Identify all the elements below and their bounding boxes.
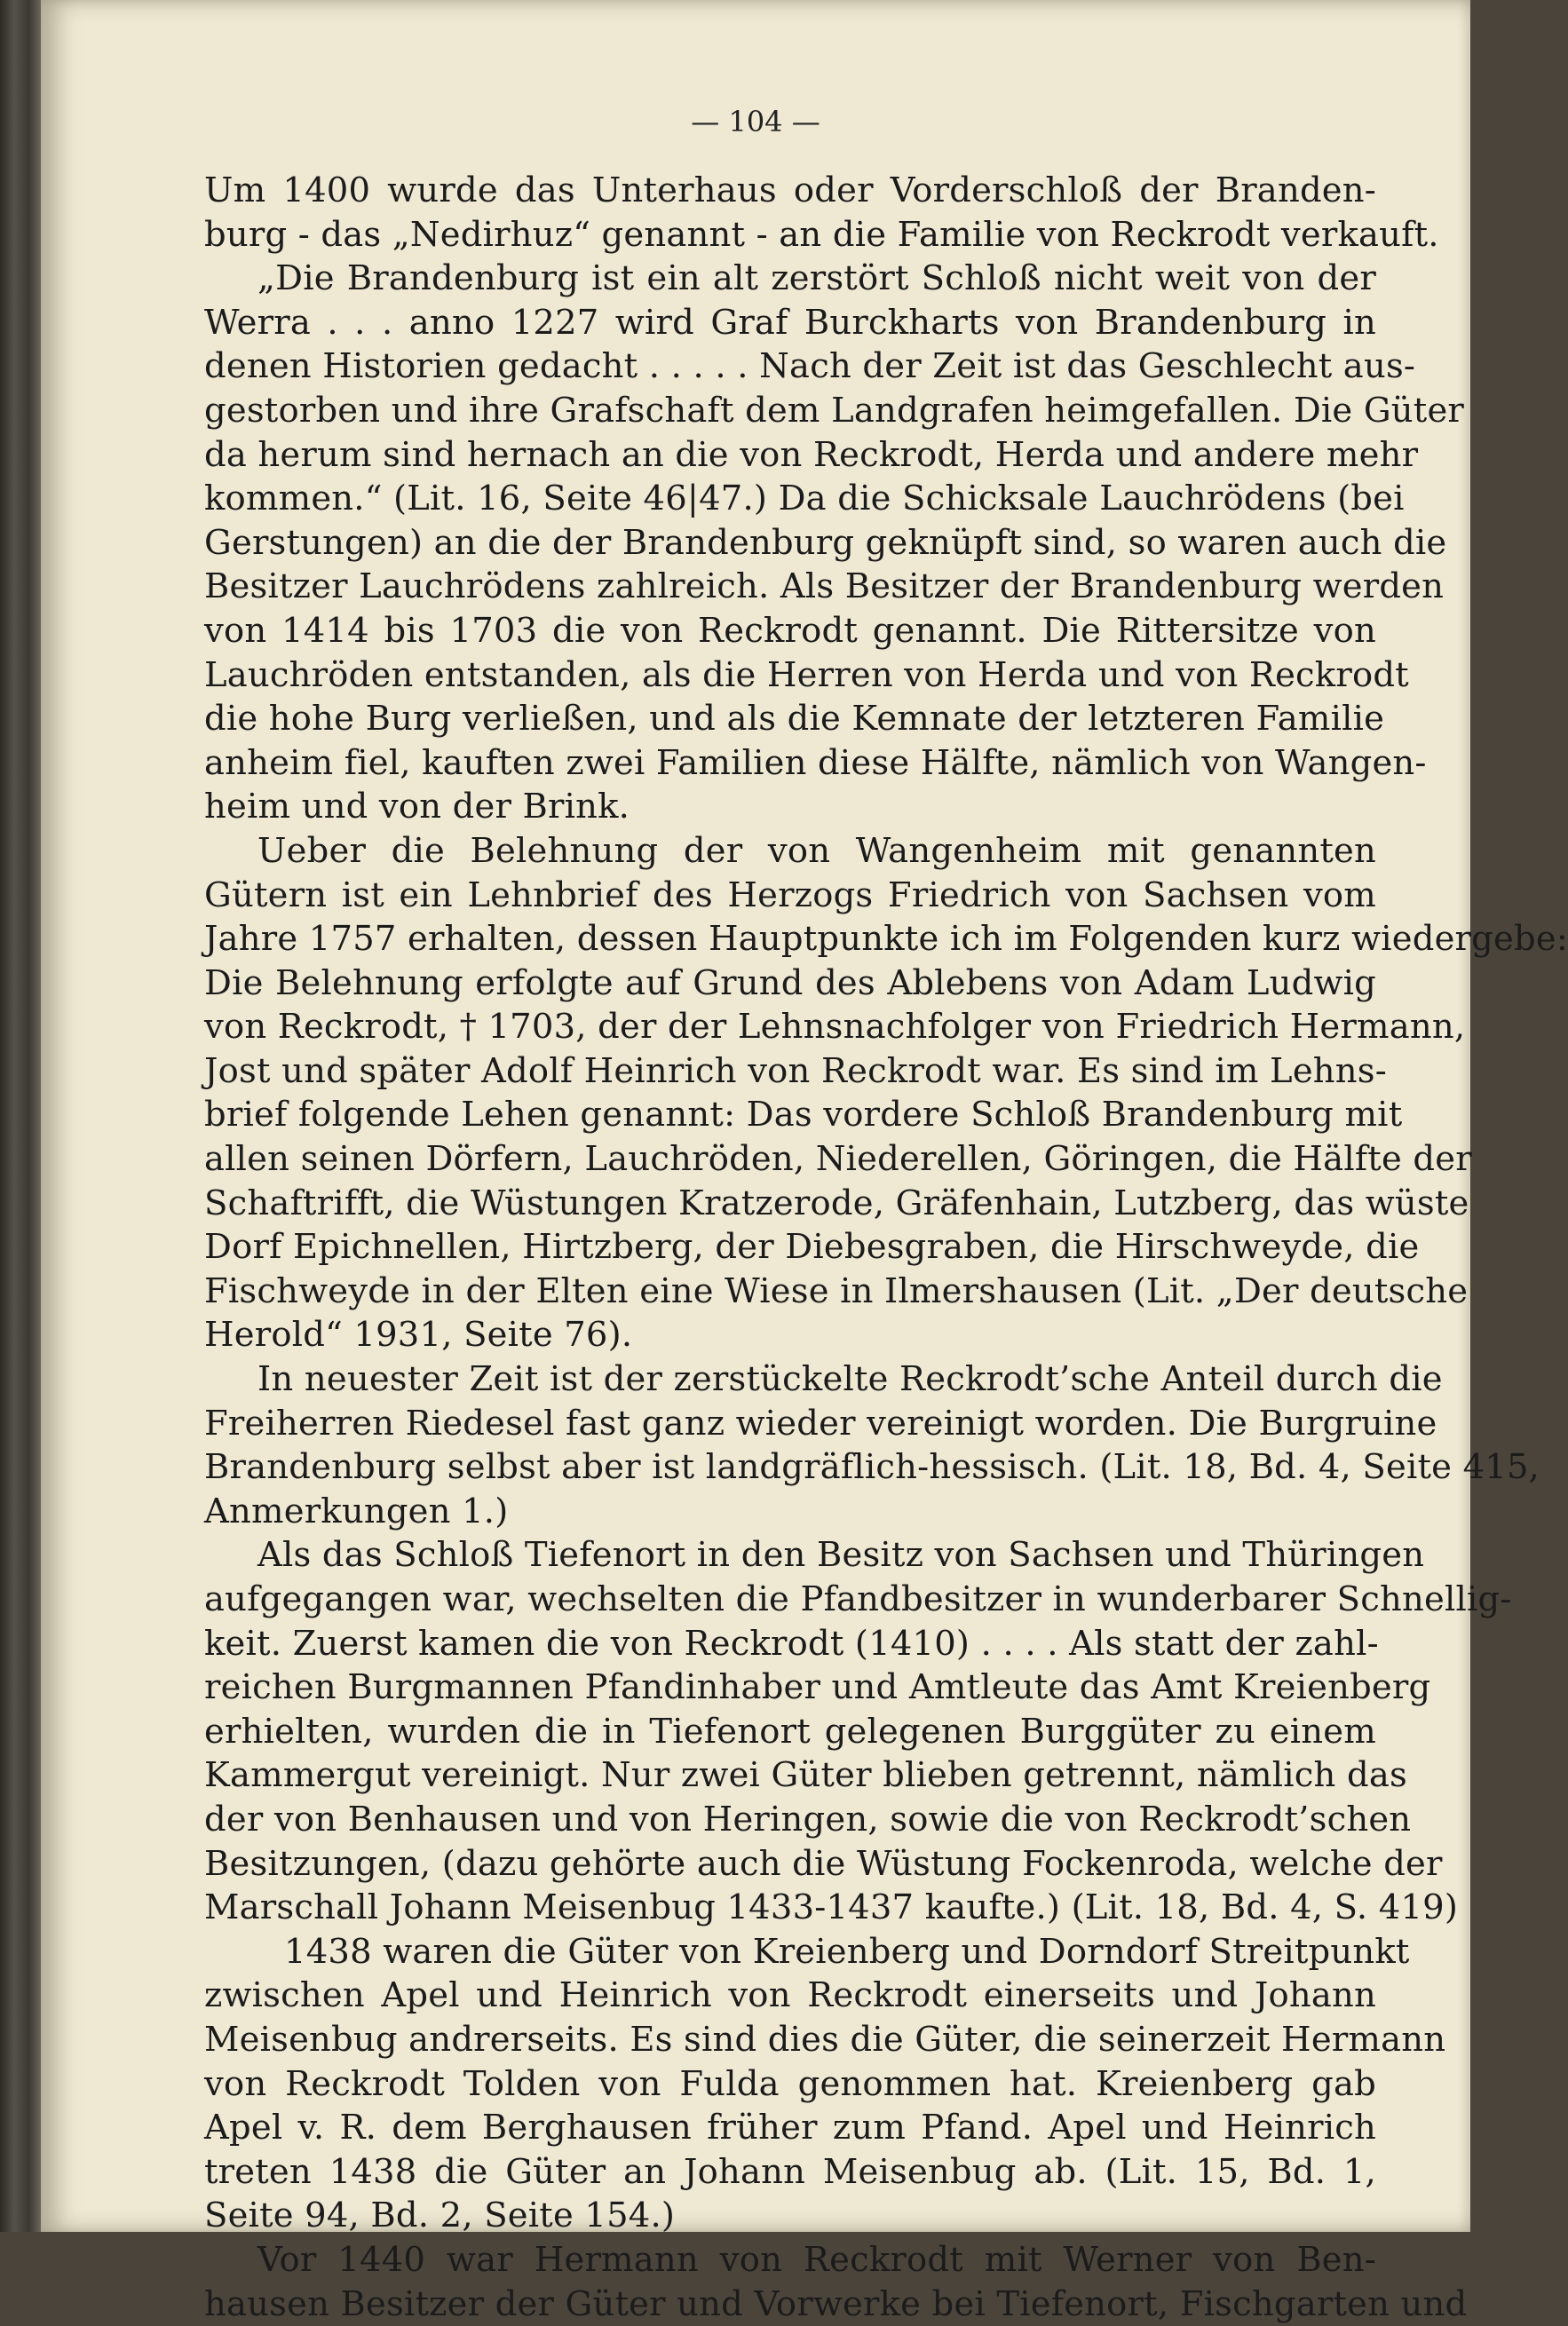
text-line: denen Historien gedacht . . . . . Nach der Zeit ist das Geschlecht aus- — [204, 344, 1376, 389]
page-number: — 104 — — [41, 105, 1470, 138]
text-line: reichen Burgmannen Pfandinhaber und Amtleute das Amt Kreienberg — [204, 1665, 1376, 1710]
text-line: die hohe Burg verließen, und als die Kemnate der letzteren Familie — [204, 697, 1376, 741]
text-line: burg - das „Nedirhuz“ genannt - an die Familie von Reckrodt verkauft. — [204, 213, 1376, 257]
text-line: da herum sind hernach an die von Reckrodt, Herda und andere mehr — [204, 433, 1376, 478]
text-line: Fischweyde in der Elten eine Wiese in Ilmershausen (Lit. „Der deutsche — [204, 1270, 1376, 1314]
text-line: treten 1438 die Güter an Johann Meisenbug ab. (Lit. 15, Bd. 1, — [204, 2150, 1376, 2195]
text-line: „Die Brandenburg ist ein alt zerstört Schloß nicht weit von der — [204, 257, 1376, 301]
text-line: Herold“ 1931, Seite 76). — [204, 1313, 1376, 1357]
text-line: Lauchröden entstanden, als die Herren von Herda und von Reckrodt — [204, 653, 1376, 698]
text-line: Brandenburg selbst aber ist landgräflich-hessisch. (Lit. 18, Bd. 4, Seite 415, — [204, 1445, 1376, 1490]
book-spine-shadow — [0, 0, 41, 2232]
text-line: von 1414 bis 1703 die von Reckrodt genannt. Die Rittersitze von — [204, 609, 1376, 653]
text-line: Besitzungen, (dazu gehörte auch die Wüstung Fockenroda, welche der — [204, 1842, 1376, 1887]
text-line: der von Benhausen und von Heringen, sowie die von Reckrodt’schen — [204, 1798, 1376, 1842]
text-line: zwischen Apel und Heinrich von Reckrodt einerseits und Johann — [204, 1974, 1376, 2018]
text-line: Kammergut vereinigt. Nur zwei Güter blieben getrennt, nämlich das — [204, 1753, 1376, 1798]
text-line: In neuester Zeit ist der zerstückelte Reckrodt’sche Anteil durch die — [204, 1357, 1376, 1402]
text-line: keit. Zuerst kamen die von Reckrodt (1410) . . . . Als statt der zahl- — [204, 1622, 1376, 1666]
book-page — [41, 0, 1470, 2232]
text-line: heim und von der Brink. — [204, 785, 1376, 829]
text-line: Um 1400 wurde das Unterhaus oder Vorderschloß der Branden- — [204, 169, 1376, 213]
text-line: 1438 waren die Güter von Kreienberg und Dorndorf Streitpunkt — [204, 1930, 1376, 1974]
text-line: gestorben und ihre Grafschaft dem Landgrafen heimgefallen. Die Güter — [204, 389, 1376, 433]
text-line: Freiherren Riedesel fast ganz wieder vereinigt worden. Die Burgruine — [204, 1402, 1376, 1446]
text-line: Gerstungen) an die der Brandenburg geknüpft sind, so waren auch die — [204, 521, 1376, 566]
text-line: Dorf Epichnellen, Hirtzberg, der Diebesgraben, die Hirschweyde, die — [204, 1225, 1376, 1270]
text-line: Ueber die Belehnung der von Wangenheim mit genannten — [204, 829, 1376, 874]
text-line: brief folgende Lehen genannt: Das vordere Schloß Brandenburg mit — [204, 1093, 1376, 1137]
text-line: Vor 1440 war Hermann von Reckrodt mit Werner von Ben- — [204, 2238, 1376, 2282]
text-line: Schaftrifft, die Wüstungen Kratzerode, Gräfenhain, Lutzberg, das wüste — [204, 1182, 1376, 1226]
text-line: Gütern ist ein Lehnbrief des Herzogs Friedrich von Sachsen vom — [204, 874, 1376, 918]
text-line: kommen.“ (Lit. 16, Seite 46|47.) Da die Schicksale Lauchrödens (bei — [204, 477, 1376, 521]
text-line: erhielten, wurden die in Tiefenort gelegenen Burggüter zu einem — [204, 1710, 1376, 1754]
text-line: Die Belehnung erfolgte auf Grund des Ablebens von Adam Ludwig — [204, 961, 1376, 1006]
text-line: Jost und später Adolf Heinrich von Reckrodt war. Es sind im Lehns- — [204, 1049, 1376, 1094]
text-line: Jahre 1757 erhalten, dessen Hauptpunkte ich im Folgenden kurz wiedergebe: — [204, 917, 1376, 961]
text-line: von Reckrodt Tolden von Fulda genommen hat. Kreienberg gab — [204, 2062, 1376, 2107]
text-line: von Reckrodt, † 1703, der der Lehnsnachfolger von Friedrich Hermann, — [204, 1005, 1376, 1049]
text-line: Marschall Johann Meisenbug 1433-1437 kaufte.) (Lit. 18, Bd. 4, S. 419) — [204, 1886, 1376, 1930]
body-text — [204, 169, 1376, 2326]
text-line: Meisenbug andrerseits. Es sind dies die Güter, die seinerzeit Hermann — [204, 2018, 1376, 2062]
text-line: Anmerkungen 1.) — [204, 1490, 1376, 1534]
text-line: aufgegangen war, wechselten die Pfandbesitzer in wunderbarer Schnellig- — [204, 1578, 1376, 1622]
text-line: hausen Besitzer der Güter und Vorwerke bei Tiefenort, Fischgarten und — [204, 2282, 1376, 2326]
text-line: anheim fiel, kauften zwei Familien diese Hälfte, nämlich von Wangen- — [204, 741, 1376, 786]
text-line: allen seinen Dörfern, Lauchröden, Niederellen, Göringen, die Hälfte der — [204, 1137, 1376, 1182]
text-line: Besitzer Lauchrödens zahlreich. Als Besitzer der Brandenburg werden — [204, 565, 1376, 609]
text-line: Werra . . . anno 1227 wird Graf Burckharts von Brandenburg in — [204, 301, 1376, 345]
text-line: Seite 94, Bd. 2, Seite 154.) — [204, 2194, 1376, 2238]
text-line: Als das Schloß Tiefenort in den Besitz von Sachsen und Thüringen — [204, 1533, 1376, 1578]
text-line: Apel v. R. dem Berghausen früher zum Pfand. Apel und Heinrich — [204, 2106, 1376, 2150]
